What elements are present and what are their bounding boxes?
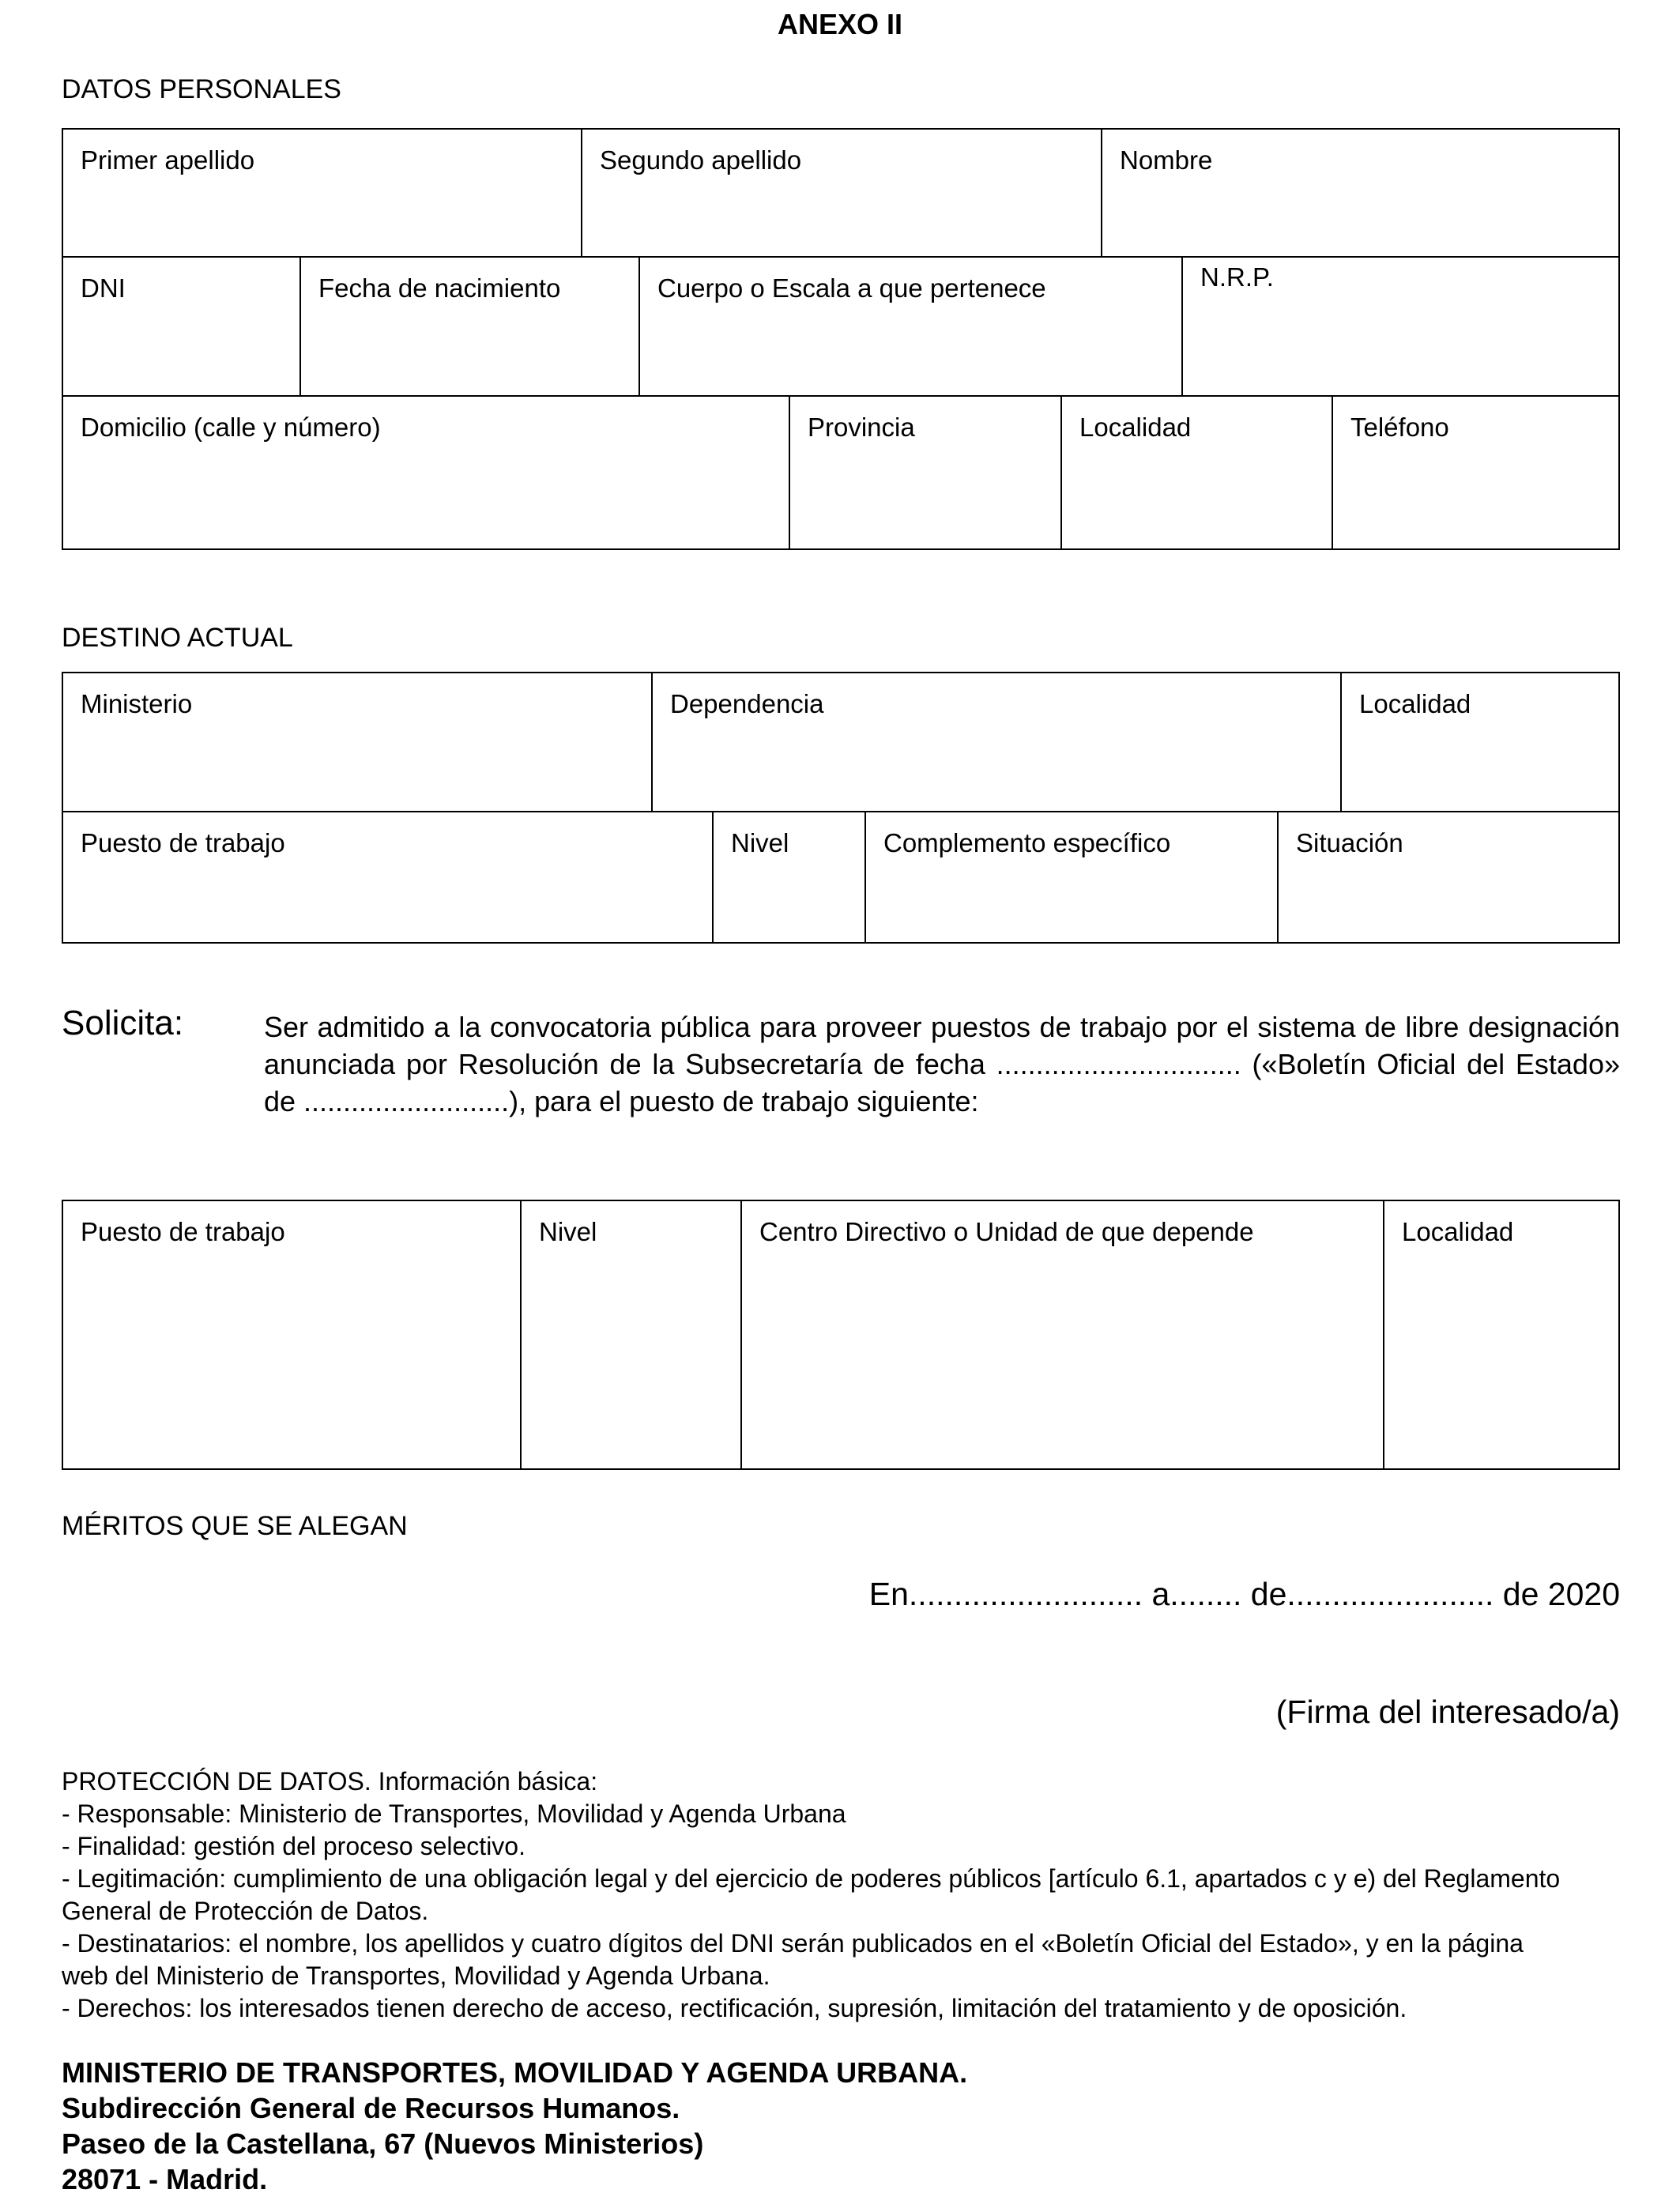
field-segundo-apellido[interactable] <box>581 128 1102 258</box>
field-localidad-solicitado[interactable] <box>1383 1200 1620 1470</box>
field-primer-apellido[interactable] <box>62 128 582 258</box>
field-label: Nivel <box>731 828 789 857</box>
footer-line: Subdirección General de Recursos Humanos. <box>62 2092 680 2124</box>
field-label: Segundo apellido <box>600 145 802 175</box>
field-nivel-actual[interactable] <box>712 811 866 944</box>
solicita-paragraph: Ser admitido a la convocatoria pública para proveer puestos de trabajo por el sistema de libre designación anunciada por Resolución de la Subsecretaría de fecha ............................... («Boletín Oficial del Estado» de ..........................), para el puesto de trabajo siguiente: <box>264 1011 1620 1117</box>
field-fecha-nacimiento[interactable] <box>299 256 640 397</box>
privacy-line: - Finalidad: gestión del proceso selectivo. <box>62 1832 525 1860</box>
field-provincia[interactable] <box>789 395 1062 550</box>
footer-line: Paseo de la Castellana, 67 (Nuevos Ministerios) <box>62 2127 704 2160</box>
field-label: Localidad <box>1359 689 1471 718</box>
privacy-line: PROTECCIÓN DE DATOS. Información básica: <box>62 1767 598 1796</box>
field-label: Puesto de trabajo <box>81 828 285 857</box>
field-label: Localidad <box>1402 1217 1514 1246</box>
date-place-line: En.......................... a........ de....................... de 2020 <box>868 1576 1620 1612</box>
privacy-line: - Destinatarios: el nombre, los apellidos y cuatro dígitos del DNI serán publicados en el «Boletín Oficial del Estado», y en la página web del Ministerio de Transportes, Movilidad y Agenda Urbana. <box>62 1929 1524 1990</box>
field-label: DNI <box>81 273 126 303</box>
section-heading-destino-actual: DESTINO ACTUAL <box>62 623 293 653</box>
field-nrp[interactable] <box>1181 256 1620 397</box>
footer-line: 28071 - Madrid. <box>62 2163 268 2195</box>
field-label: Ministerio <box>81 689 193 718</box>
field-label: Nivel <box>539 1217 597 1246</box>
field-label: Provincia <box>808 413 915 442</box>
field-label: Puesto de trabajo <box>81 1217 285 1246</box>
field-dependencia[interactable] <box>651 672 1342 812</box>
address-footer <box>62 2055 967 2197</box>
field-label: Situación <box>1296 828 1403 857</box>
field-cuerpo-escala[interactable] <box>638 256 1183 397</box>
field-label: Cuerpo o Escala a que pertenece <box>657 273 1046 303</box>
field-dni[interactable] <box>62 256 301 397</box>
field-situacion[interactable] <box>1277 811 1620 944</box>
privacy-line: - Legitimación: cumplimiento de una obligación legal y del ejercicio de poderes públicos [artículo 6.1, apartados c y e) del Reglamento General de Protección de Datos. <box>62 1864 1561 1925</box>
data-protection-notice <box>62 1766 1563 2025</box>
field-nombre[interactable] <box>1101 128 1620 258</box>
field-puesto-trabajo-actual[interactable] <box>62 811 714 944</box>
field-label: Nombre <box>1120 145 1213 175</box>
field-localidad-destino[interactable] <box>1340 672 1620 812</box>
field-label: Primer apellido <box>81 145 255 175</box>
solicita-label: Solicita: <box>62 1004 184 1042</box>
field-label: Centro Directivo o Unidad de que depende <box>759 1217 1254 1246</box>
section-heading-meritos: MÉRITOS QUE SE ALEGAN <box>62 1511 408 1541</box>
field-label: N.R.P. <box>1200 262 1274 292</box>
field-label: Localidad <box>1079 413 1192 442</box>
field-puesto-trabajo-solicitado[interactable] <box>62 1200 522 1470</box>
field-domicilio[interactable] <box>62 395 790 550</box>
signature-label: (Firma del interesado/a) <box>1275 1694 1620 1730</box>
field-label: Complemento específico <box>883 828 1171 857</box>
field-nivel-solicitado[interactable] <box>520 1200 742 1470</box>
field-telefono[interactable] <box>1332 395 1620 550</box>
field-complemento-especifico[interactable] <box>864 811 1279 944</box>
section-heading-datos-personales: DATOS PERSONALES <box>62 74 341 104</box>
solicita-text <box>264 1008 1620 1120</box>
field-localidad[interactable] <box>1060 395 1333 550</box>
privacy-line: - Responsable: Ministerio de Transportes, Movilidad y Agenda Urbana <box>62 1799 846 1828</box>
field-centro-directivo[interactable] <box>740 1200 1384 1470</box>
field-label: Teléfono <box>1350 413 1449 442</box>
footer-line: MINISTERIO DE TRANSPORTES, MOVILIDAD Y AGENDA URBANA. <box>62 2056 968 2089</box>
field-label: Domicilio (calle y número) <box>81 413 381 442</box>
page-title: ANEXO II <box>777 8 903 40</box>
field-label: Dependencia <box>670 689 824 718</box>
field-ministerio[interactable] <box>62 672 653 812</box>
privacy-line: - Derechos: los interesados tienen derecho de acceso, rectificación, supresión, limitación del tratamiento y de oposición. <box>62 1994 1407 2022</box>
field-label: Fecha de nacimiento <box>318 273 561 303</box>
